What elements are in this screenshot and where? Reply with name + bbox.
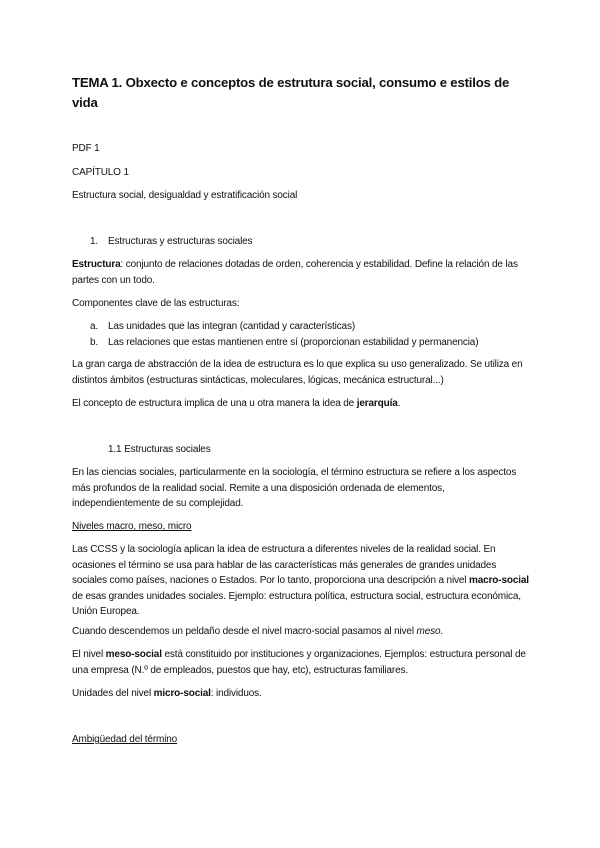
components-intro: Componentes clave de las estructuras:	[72, 298, 240, 309]
meso-paragraph	[72, 647, 532, 678]
document-title: TEMA 1. Obxecto e conceptos de estrutura social, consumo e estilos de vida	[72, 75, 510, 110]
list-marker: a.	[90, 321, 99, 332]
hierarchy-text: El concepto de estructura implica de una u otra manera la idea de	[72, 398, 357, 409]
micro-paragraph	[72, 686, 532, 702]
section-number: 1.	[90, 236, 99, 247]
chapter-title: Estructura social, desigualdad y estratificación social	[72, 190, 298, 201]
hierarchy-term: jerarquía	[356, 398, 398, 409]
meso-social-term: meso-social	[105, 649, 162, 660]
micro-end: : individuos.	[210, 688, 262, 699]
levels-text-end: de esas grandes unidades sociales. Ejemplo: estructura política, estructura social, estructura económica, Unión Europea.	[72, 590, 521, 617]
descend-end: .	[440, 626, 444, 637]
ambiguity-heading: Ambigüedad del término	[72, 734, 178, 745]
meso-italic: meso	[416, 626, 441, 637]
descend-paragraph	[72, 624, 532, 640]
definition-text: : conjunto de relaciones dotadas de orden, coherencia y estabilidad. Define la relación de las partes con un todo.	[72, 259, 518, 286]
section-label: Estructuras y estructuras sociales	[108, 236, 253, 247]
hierarchy-end: .	[397, 398, 401, 409]
levels-heading: Niveles macro, meso, micro	[72, 521, 192, 532]
descend-text: Cuando descendemos un peldaño desde el nivel macro-social pasamos al nivel	[72, 626, 417, 637]
micro-text: Unidades del nivel	[72, 688, 154, 699]
chapter-label: CAPÍTULO 1	[72, 167, 129, 178]
list-marker: b.	[90, 337, 99, 348]
micro-social-term: micro-social	[153, 688, 211, 699]
levels-paragraph	[72, 542, 532, 620]
subsection-heading: 1.1 Estructuras sociales	[108, 444, 211, 455]
social-sciences-paragraph: En las ciencias sociales, particularmente en la sociología, el término estructura se refiere a los aspectos más profundos de la realidad social. Remite a una disposición ordenada de elementos, independientemente de su complejidad.	[72, 467, 517, 509]
levels-text: Las CCSS y la sociología aplican la idea de estructura a diferentes niveles de la realidad social. En ocasiones el término se usa para hablar de las características más generales de grandes unidades sociales como países, naciones o Estados. Por lo tanto, proporciona una descripción a nivel	[72, 544, 497, 586]
definition-paragraph	[72, 257, 532, 288]
definition-term: Estructura	[72, 259, 121, 270]
list-text: Las relaciones que estas mantienen entre sí (proporcionan estabilidad y permanencia)	[108, 337, 479, 348]
list-text: Las unidades que las integran (cantidad y características)	[108, 321, 355, 332]
abstraction-paragraph: La gran carga de abstracción de la idea de estructura es lo que explica su uso generalizado. Se utiliza en distintos ámbitos (estructuras sintácticas, moleculares, lógicas, mecánica estructural...)	[72, 359, 523, 386]
pdf-label: PDF 1	[72, 143, 100, 154]
meso-text: El nivel	[72, 649, 106, 660]
hierarchy-paragraph	[72, 396, 532, 412]
macro-social-term: macro-social	[469, 575, 529, 586]
meso-text-end: está constituido por instituciones y organizaciones. Ejemplos: estructura personal de una empresa (N.º de empleados, puestos que hay, etc), estructuras familiares.	[72, 649, 526, 676]
